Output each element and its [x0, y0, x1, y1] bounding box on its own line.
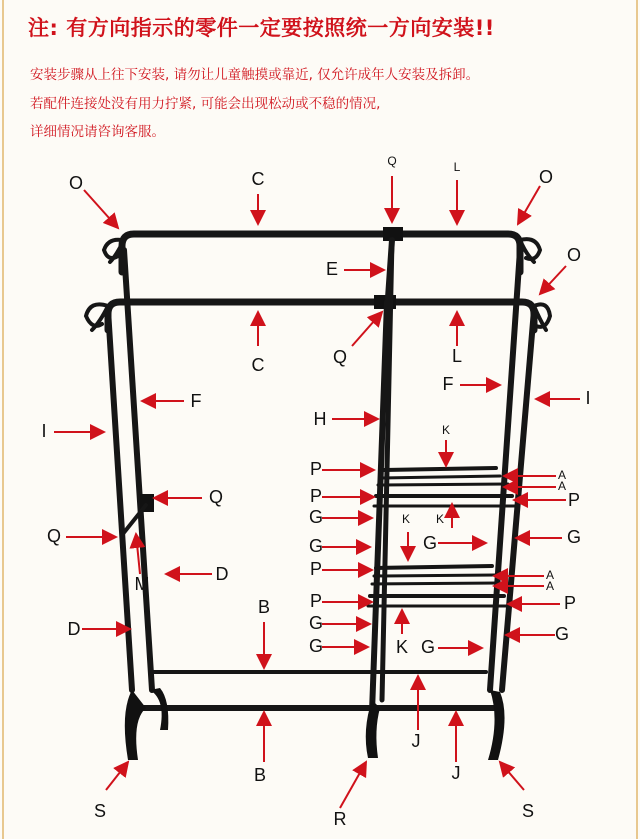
- label-b: B: [257, 596, 271, 617]
- label-p: P: [567, 489, 581, 510]
- label-o: O: [68, 172, 84, 193]
- label-l: L: [451, 345, 463, 366]
- upper-shelf: [374, 468, 516, 506]
- label-f: F: [442, 373, 454, 394]
- label-r: R: [333, 808, 347, 829]
- label-a: A: [557, 468, 567, 483]
- label-g: G: [422, 532, 438, 553]
- label-k: K: [395, 636, 409, 657]
- label-h: H: [313, 408, 327, 429]
- foot-right: [488, 690, 505, 760]
- label-l: L: [453, 160, 461, 175]
- label-m: M: [134, 573, 150, 594]
- label-b: B: [253, 764, 267, 785]
- label-g: G: [420, 636, 436, 657]
- label-j: J: [451, 762, 461, 783]
- label-p: P: [309, 485, 323, 506]
- label-c: C: [251, 168, 265, 189]
- label-g: G: [308, 535, 324, 556]
- label-o: O: [538, 166, 554, 187]
- label-q: Q: [387, 154, 397, 169]
- label-g: G: [308, 612, 324, 633]
- label-k: K: [435, 512, 445, 527]
- label-i: I: [585, 387, 591, 408]
- label-k: K: [401, 512, 411, 527]
- front-top-rail: [108, 302, 534, 330]
- label-d: D: [67, 618, 81, 639]
- label-p: P: [309, 458, 323, 479]
- label-q: Q: [208, 486, 224, 507]
- label-s: S: [93, 800, 107, 821]
- label-f: F: [190, 390, 202, 411]
- back-top-rail: [122, 234, 520, 272]
- lower-shelf: [368, 566, 508, 606]
- label-g: G: [566, 526, 582, 547]
- label-a: A: [545, 579, 555, 594]
- label-e: E: [325, 258, 339, 279]
- label-i: I: [41, 420, 47, 441]
- notice-line-3: 详细情况请咨询客服。: [30, 124, 165, 140]
- label-j: J: [411, 730, 421, 751]
- label-p: P: [309, 558, 323, 579]
- label-p: P: [563, 592, 577, 613]
- foot-left-front: [125, 690, 146, 760]
- label-a: A: [557, 479, 567, 494]
- label-g: G: [554, 623, 570, 644]
- notice-line-1: 安装步骤从上往下安装, 请勿让儿童触摸或靠近, 仅允许成年人安装及拆卸。: [30, 67, 480, 83]
- label-o: O: [566, 244, 582, 265]
- label-d: D: [215, 563, 229, 584]
- label-g: G: [308, 635, 324, 656]
- pole-left-front: [108, 310, 132, 690]
- notice-line-2: 若配件连接处没有用力拧紧, 可能会出现松动或不稳的情况,: [30, 96, 381, 112]
- label-q: Q: [46, 525, 62, 546]
- label-c: C: [251, 354, 265, 375]
- label-k: K: [441, 423, 451, 438]
- label-s: S: [521, 800, 535, 821]
- label-a: A: [545, 568, 555, 583]
- notice-title: 注: 有方向指示的零件一定要按照统一方向安装!!: [28, 16, 495, 40]
- label-p: P: [309, 590, 323, 611]
- label-g: G: [308, 506, 324, 527]
- label-q: Q: [332, 346, 348, 367]
